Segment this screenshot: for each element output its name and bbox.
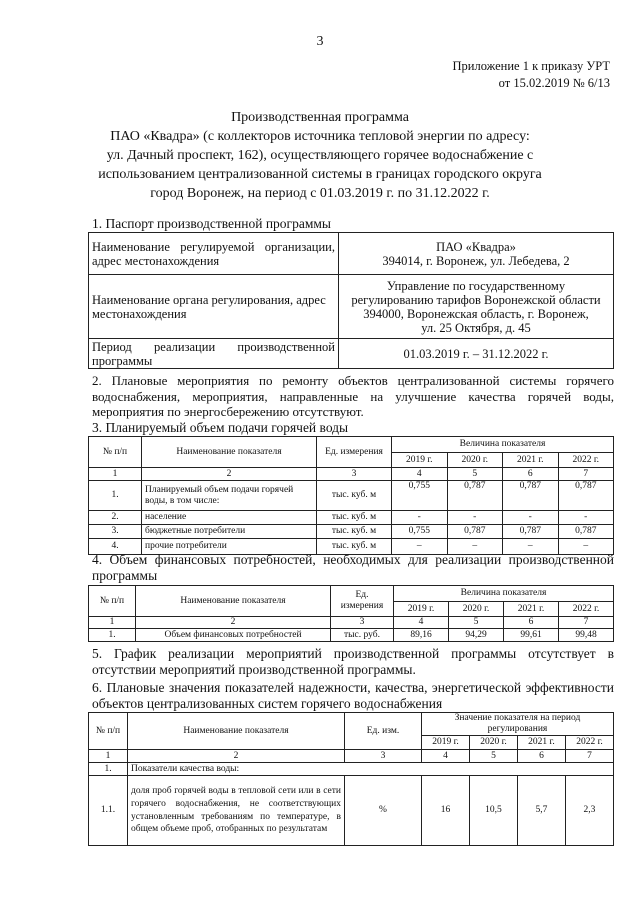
appendix-reference — [453, 58, 611, 92]
row-value: 94,29 — [449, 629, 504, 642]
year-cell: 2022 г. — [559, 602, 614, 617]
row-value: 99,61 — [504, 629, 559, 642]
row-num: 1. — [89, 763, 128, 776]
index-cell: 3 — [345, 750, 422, 763]
passport-label: Наименование органа регулирования, адрес местонахождения — [89, 275, 339, 339]
row-value: 0,755 — [392, 481, 448, 511]
row-name: бюджетные потребители — [142, 525, 317, 539]
index-cell: 1 — [89, 468, 142, 481]
year-cell: 2021 г. — [504, 602, 559, 617]
passport-value — [339, 275, 614, 339]
section3-heading: 3. Планируемый объем подачи горячей воды — [92, 420, 349, 435]
header-unit: Ед. измерения — [331, 586, 394, 617]
index-cell: 2 — [136, 617, 331, 629]
row-num: 1.1. — [89, 776, 128, 846]
index-cell: 2 — [142, 468, 317, 481]
passport-value — [339, 233, 614, 275]
reliability-indicators-table — [88, 712, 614, 846]
table-row — [89, 629, 614, 642]
row-unit: тыс. куб. м — [317, 511, 392, 525]
row-num: 3. — [89, 525, 142, 539]
row-name: доля проб горячей воды в тепловой сети или в сети горячего водоснабжения, не соответствующих установленным требованиям по температуре, в общем объеме проб, отобранных по результатам — [128, 776, 345, 846]
row-unit: тыс. куб. м — [317, 539, 392, 555]
row-value: 0,787 — [447, 525, 503, 539]
header-num: № п/п — [89, 437, 142, 468]
year-cell: 2021 г. — [517, 736, 565, 750]
row-value: - — [392, 511, 448, 525]
hot-water-volume-table — [88, 436, 614, 555]
header-name: Наименование показателя — [136, 586, 331, 617]
section1-heading: 1. Паспорт производственной программы — [92, 216, 331, 231]
title-line-2: ПАО «Квадра» (с коллекторов источника тепловой энергии по адресу: — [110, 129, 530, 144]
table-header-row — [89, 586, 614, 602]
year-cell: 2020 г. — [469, 736, 517, 750]
appendix-line-2: от 15.02.2019 № 6/13 — [498, 76, 610, 90]
passport-value-line: 394000, Воронежская область, г. Воронеж, — [363, 306, 589, 321]
index-cell: 5 — [449, 617, 504, 629]
row-unit: тыс. куб. м — [317, 481, 392, 511]
row-value: 99,48 — [559, 629, 614, 642]
row-name: население — [142, 511, 317, 525]
year-cell: 2022 г. — [558, 453, 614, 468]
index-cell: 6 — [503, 468, 559, 481]
table-row — [89, 511, 614, 525]
document-title — [80, 108, 560, 203]
index-cell: 4 — [422, 750, 470, 763]
year-cell: 2020 г. — [447, 453, 503, 468]
passport-value-line: ПАО «Квадра» — [436, 239, 516, 254]
passport-value-line: регулированию тарифов Воронежской области — [351, 292, 601, 307]
index-cell: 7 — [558, 468, 614, 481]
row-value: - — [503, 511, 559, 525]
title-line-5: город Воронеж, на период с 01.03.2019 г. по 31.12.2022 г. — [150, 186, 490, 201]
year-cell: 2021 г. — [503, 453, 559, 468]
row-value: – — [503, 539, 559, 555]
passport-value-line: 01.03.2019 г. – 31.12.2022 г. — [403, 346, 549, 361]
header-name: Наименование показателя — [128, 713, 345, 750]
year-cell: 2020 г. — [449, 602, 504, 617]
index-cell: 7 — [559, 617, 614, 629]
passport-value-line: ул. 25 Октября, д. 45 — [421, 320, 531, 335]
table-row — [89, 776, 614, 846]
passport-value — [339, 339, 614, 369]
row-value: 0,787 — [558, 525, 614, 539]
row-num: 4. — [89, 539, 142, 555]
index-cell: 5 — [447, 468, 503, 481]
passport-label: Наименование регулируемой организации, адрес местонахождения — [89, 233, 339, 275]
section6-heading: 6. Плановые значения показателей надежности, качества, энергетической эффективности объектов централизованных систем горячего водоснабжения — [92, 680, 614, 711]
index-cell: 7 — [565, 750, 613, 763]
passport-row — [89, 275, 614, 339]
index-cell: 4 — [394, 617, 449, 629]
row-value: 89,16 — [394, 629, 449, 642]
passport-row — [89, 233, 614, 275]
table-row — [89, 525, 614, 539]
row-value: – — [447, 539, 503, 555]
year-cell: 2019 г. — [422, 736, 470, 750]
row-num: 2. — [89, 511, 142, 525]
header-group: Значение показателя на период регулирования — [422, 713, 614, 736]
table-index-row — [89, 617, 614, 629]
index-cell: 1 — [89, 617, 136, 629]
table-row — [89, 481, 614, 511]
passport-value-line: Управление по государственному — [386, 278, 566, 293]
section5-text: 5. График реализации мероприятий производственной программы отсутствует в отсутствии мероприятий производственной программы. — [92, 646, 614, 677]
passport-table — [88, 232, 614, 369]
row-value: 5,7 — [517, 776, 565, 846]
row-value: - — [558, 511, 614, 525]
section4-heading: 4. Объем финансовых потребностей, необходимых для реализации производственной программы — [92, 552, 614, 583]
table-group-row — [89, 763, 614, 776]
row-unit: тыс. руб. — [331, 629, 394, 642]
row-name: прочие потребители — [142, 539, 317, 555]
row-name: Объем финансовых потребностей — [136, 629, 331, 642]
index-cell: 6 — [517, 750, 565, 763]
index-cell: 1 — [89, 750, 128, 763]
table-header-row — [89, 713, 614, 736]
appendix-line-1: Приложение 1 к приказу УРТ — [452, 59, 610, 73]
header-group: Величина показателя — [392, 437, 614, 453]
row-num: 1. — [89, 629, 136, 642]
index-cell: 6 — [504, 617, 559, 629]
section2-text: 2. Плановые мероприятия по ремонту объектов централизованной системы горячего водоснабжения, мероприятия, направленные на улучшение качества горячей воды, мероприятия по энергосбережению отсутствуют. — [92, 373, 614, 419]
title-line-3: ул. Дачный проспект, 162), осуществляющего горячее водоснабжение с — [106, 148, 534, 163]
index-cell: 2 — [128, 750, 345, 763]
row-value: - — [447, 511, 503, 525]
table-index-row — [89, 750, 614, 763]
year-cell: 2019 г. — [394, 602, 449, 617]
row-value: 0,787 — [503, 481, 559, 511]
table-index-row — [89, 468, 614, 481]
header-name: Наименование показателя — [142, 437, 317, 468]
header-num: № п/п — [89, 586, 136, 617]
index-cell: 4 — [392, 468, 448, 481]
row-value: – — [392, 539, 448, 555]
title-line-1: Производственная программа — [231, 110, 409, 125]
index-cell: 5 — [469, 750, 517, 763]
row-value: 2,3 — [565, 776, 613, 846]
year-cell: 2022 г. — [565, 736, 613, 750]
financial-needs-table — [88, 585, 614, 642]
passport-label: Период реализации производственной программы — [89, 339, 339, 369]
header-unit: Ед. измерения — [317, 437, 392, 468]
year-cell: 2019 г. — [392, 453, 448, 468]
title-line-4: использованием централизованной системы в границах городского округа — [98, 167, 542, 182]
passport-value-line: 394014, г. Воронеж, ул. Лебедева, 2 — [382, 253, 570, 268]
row-value: 0,787 — [558, 481, 614, 511]
row-value: – — [558, 539, 614, 555]
index-cell: 3 — [317, 468, 392, 481]
passport-row — [89, 339, 614, 369]
row-value: 10,5 — [469, 776, 517, 846]
row-value: 0,755 — [392, 525, 448, 539]
row-value: 0,787 — [503, 525, 559, 539]
header-group: Величина показателя — [394, 586, 614, 602]
row-num: 1. — [89, 481, 142, 511]
row-value: 16 — [422, 776, 470, 846]
page-number: 3 — [316, 34, 324, 49]
row-value: 0,787 — [447, 481, 503, 511]
group-name: Показатели качества воды: — [128, 763, 614, 776]
row-unit: тыс. куб. м — [317, 525, 392, 539]
index-cell: 3 — [331, 617, 394, 629]
table-header-row — [89, 437, 614, 453]
header-unit: Ед. изм. — [345, 713, 422, 750]
header-num: № п/п — [89, 713, 128, 750]
row-unit: % — [345, 776, 422, 846]
row-name: Планируемый объем подачи горячей воды, в том числе: — [142, 481, 317, 511]
